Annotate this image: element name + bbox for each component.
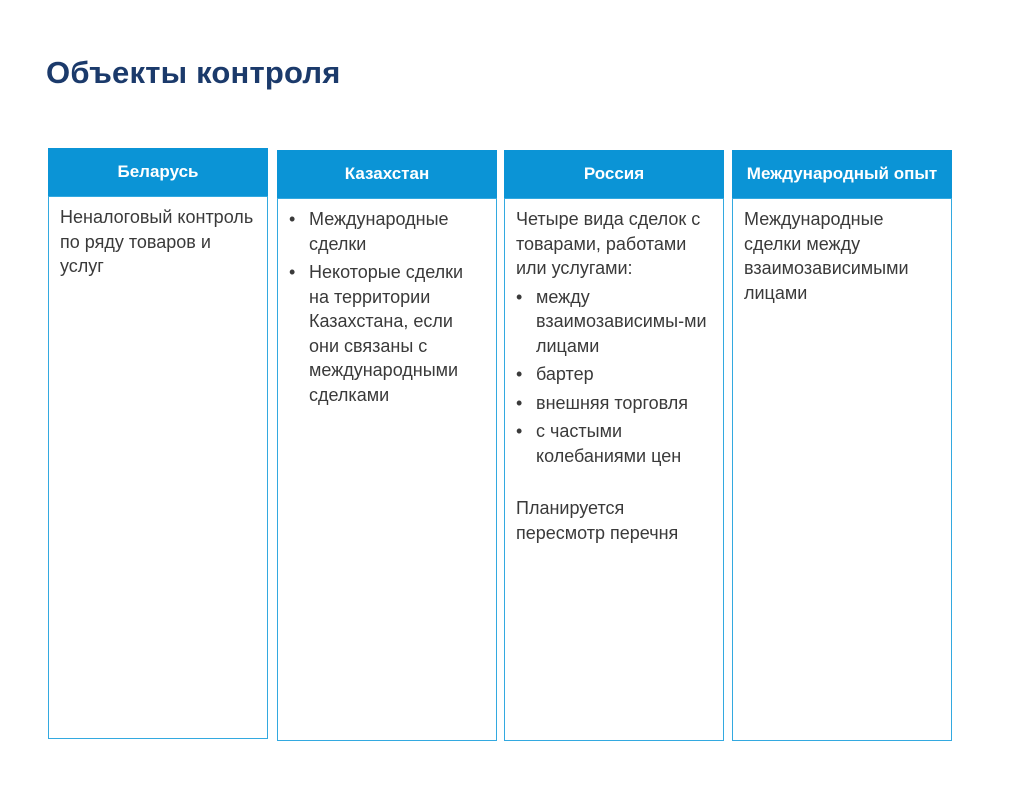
column-header-label: Международный опыт xyxy=(746,164,938,183)
column-header xyxy=(504,150,724,198)
column-header xyxy=(277,150,497,198)
column-text: Неналоговый контроль по ряду товаров и услуг xyxy=(60,207,254,276)
bullet-icon: • xyxy=(289,209,296,229)
list-item-text: с частыми колебаниями цен xyxy=(536,421,682,466)
column-kazakhstan xyxy=(277,150,497,741)
list-item-text: Международные сделки xyxy=(309,209,449,254)
bullet-list xyxy=(516,285,713,469)
bullet-icon: • xyxy=(516,392,523,413)
column-header xyxy=(48,148,268,196)
list-item xyxy=(516,391,713,416)
column-belarus xyxy=(48,148,268,739)
page-title: Объекты контроля xyxy=(46,55,341,90)
bullet-icon: • xyxy=(516,286,523,307)
column-header-label: Беларусь xyxy=(117,162,199,181)
column-body xyxy=(504,198,724,741)
list-item xyxy=(516,419,713,468)
column-header xyxy=(732,150,952,198)
bullet-icon: • xyxy=(516,421,523,441)
column-body xyxy=(732,198,952,741)
list-item xyxy=(289,260,486,407)
list-item-text: Некоторые сделки на территории Казахстана, если они связаны с международными сделками xyxy=(309,262,464,405)
column-header-label: Россия xyxy=(583,164,645,183)
list-item-text: внешняя торговля xyxy=(536,392,689,413)
list-item xyxy=(516,285,713,359)
column-text: Международные сделки между взаимозависимыми лицами xyxy=(744,209,909,303)
column-international xyxy=(732,150,952,741)
column-intro: Четыре вида сделок с товарами, работами или услугами: xyxy=(516,209,701,278)
column-header-label: Казахстан xyxy=(344,164,430,183)
column-body xyxy=(48,196,268,739)
spacer xyxy=(516,472,713,496)
bullet-icon: • xyxy=(516,364,523,384)
list-item xyxy=(289,207,486,256)
column-note: Планируется пересмотр перечня xyxy=(516,498,679,543)
list-item xyxy=(516,362,713,387)
column-russia xyxy=(504,150,724,741)
bullet-list xyxy=(289,207,486,407)
column-body xyxy=(277,198,497,741)
list-item-text: между взаимозависимы-ми лицами xyxy=(536,286,707,356)
list-item-text: бартер xyxy=(536,364,594,384)
bullet-icon: • xyxy=(289,262,296,282)
